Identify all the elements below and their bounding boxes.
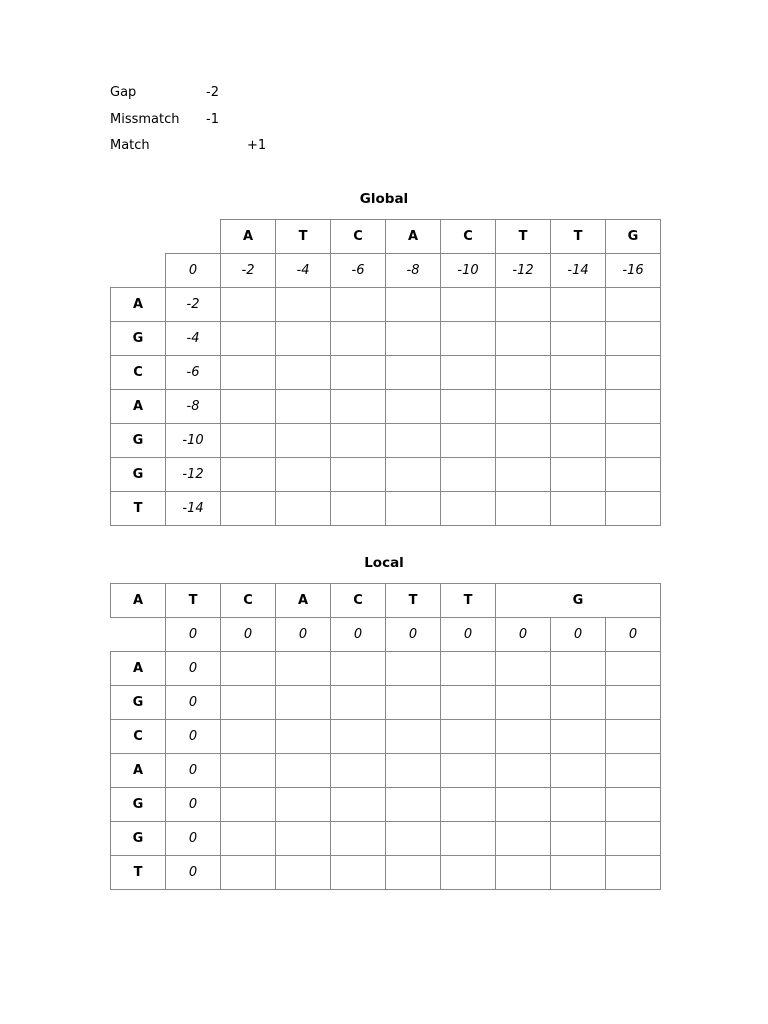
matrix-cell[interactable] xyxy=(221,288,276,322)
matrix-cell[interactable] xyxy=(551,356,606,390)
matrix-cell[interactable] xyxy=(496,720,551,754)
global-row-letter: A xyxy=(111,390,166,424)
matrix-cell[interactable] xyxy=(386,720,441,754)
matrix-cell[interactable] xyxy=(606,390,661,424)
local-header-letter: T xyxy=(441,584,496,618)
global-row-init-value: -8 xyxy=(166,390,221,424)
local-init-row xyxy=(111,618,661,652)
empty-corner-cell xyxy=(111,220,166,254)
matrix-cell[interactable] xyxy=(276,492,331,526)
matrix-cell[interactable] xyxy=(496,424,551,458)
matrix-cell[interactable] xyxy=(221,390,276,424)
global-header-letter: T xyxy=(276,220,331,254)
matrix-cell[interactable] xyxy=(331,390,386,424)
param-gap-value: -2 xyxy=(206,85,219,100)
matrix-cell[interactable] xyxy=(441,754,496,788)
matrix-cell[interactable] xyxy=(331,288,386,322)
global-header-letter: A xyxy=(386,220,441,254)
global-init-value: -8 xyxy=(386,254,441,288)
local-matrix-row xyxy=(111,856,661,890)
matrix-cell[interactable] xyxy=(441,288,496,322)
global-init-row xyxy=(111,254,661,288)
global-matrix-row xyxy=(111,492,661,526)
matrix-cell[interactable] xyxy=(441,652,496,686)
global-row-letter: C xyxy=(111,356,166,390)
matrix-cell[interactable] xyxy=(276,788,331,822)
matrix-cell[interactable] xyxy=(551,458,606,492)
matrix-cell[interactable] xyxy=(221,788,276,822)
local-row-letter: A xyxy=(111,754,166,788)
global-header-letter: T xyxy=(551,220,606,254)
matrix-cell[interactable] xyxy=(441,822,496,856)
matrix-cell[interactable] xyxy=(386,788,441,822)
matrix-cell[interactable] xyxy=(386,754,441,788)
matrix-cell[interactable] xyxy=(276,424,331,458)
global-header-letter: T xyxy=(496,220,551,254)
matrix-cell[interactable] xyxy=(331,492,386,526)
matrix-cell[interactable] xyxy=(496,822,551,856)
matrix-cell[interactable] xyxy=(331,686,386,720)
local-init-value: 0 xyxy=(166,618,221,652)
global-row-init-value: -6 xyxy=(166,356,221,390)
local-header-letter: C xyxy=(331,584,386,618)
empty-corner-cell xyxy=(166,220,221,254)
matrix-cell[interactable] xyxy=(496,492,551,526)
param-mismatch-value: -1 xyxy=(206,111,219,127)
matrix-cell[interactable] xyxy=(606,356,661,390)
matrix-cell[interactable] xyxy=(386,390,441,424)
matrix-cell[interactable] xyxy=(276,356,331,390)
matrix-cell[interactable] xyxy=(496,856,551,890)
matrix-cell[interactable] xyxy=(276,458,331,492)
empty-corner-cell xyxy=(111,254,166,288)
local-row-init-value: 0 xyxy=(166,822,221,856)
matrix-cell[interactable] xyxy=(276,822,331,856)
matrix-cell[interactable] xyxy=(331,424,386,458)
matrix-cell[interactable] xyxy=(331,822,386,856)
local-header-letter: G xyxy=(496,584,661,618)
global-matrix-row xyxy=(111,322,661,356)
matrix-cell[interactable] xyxy=(551,492,606,526)
local-row-letter: C xyxy=(111,720,166,754)
local-init-value: 0 xyxy=(496,618,551,652)
matrix-cell[interactable] xyxy=(331,856,386,890)
local-row-init-value: 0 xyxy=(166,686,221,720)
global-row-init-value: -4 xyxy=(166,322,221,356)
global-row-letter: G xyxy=(111,322,166,356)
matrix-cell[interactable] xyxy=(496,652,551,686)
matrix-cell[interactable] xyxy=(551,652,606,686)
matrix-cell[interactable] xyxy=(441,322,496,356)
matrix-cell[interactable] xyxy=(331,356,386,390)
local-matrix-row xyxy=(111,720,661,754)
matrix-cell[interactable] xyxy=(441,720,496,754)
matrix-cell[interactable] xyxy=(276,652,331,686)
global-row-letter: A xyxy=(111,288,166,322)
param-gap-label: Gap xyxy=(110,85,137,100)
matrix-cell[interactable] xyxy=(386,288,441,322)
matrix-cell[interactable] xyxy=(386,686,441,720)
matrix-cell[interactable] xyxy=(331,652,386,686)
global-init-value: -16 xyxy=(606,254,661,288)
matrix-cell[interactable] xyxy=(276,754,331,788)
matrix-cell[interactable] xyxy=(496,288,551,322)
matrix-cell[interactable] xyxy=(221,424,276,458)
matrix-cell[interactable] xyxy=(331,788,386,822)
matrix-cell[interactable] xyxy=(221,822,276,856)
matrix-cell[interactable] xyxy=(496,322,551,356)
matrix-cell[interactable] xyxy=(276,390,331,424)
local-matrix-row xyxy=(111,652,661,686)
global-header-letter: C xyxy=(441,220,496,254)
global-matrix-row xyxy=(111,458,661,492)
matrix-cell[interactable] xyxy=(496,686,551,720)
matrix-cell[interactable] xyxy=(551,288,606,322)
matrix-cell[interactable] xyxy=(221,686,276,720)
matrix-cell[interactable] xyxy=(441,686,496,720)
local-row-init-value: 0 xyxy=(166,720,221,754)
global-init-value: -10 xyxy=(441,254,496,288)
matrix-cell[interactable] xyxy=(386,822,441,856)
local-row-init-value: 0 xyxy=(166,754,221,788)
matrix-cell[interactable] xyxy=(496,390,551,424)
matrix-cell[interactable] xyxy=(441,356,496,390)
local-row-init-value: 0 xyxy=(166,652,221,686)
matrix-cell[interactable] xyxy=(276,720,331,754)
matrix-cell[interactable] xyxy=(551,856,606,890)
local-row-init-value: 0 xyxy=(166,856,221,890)
local-init-value: 0 xyxy=(386,618,441,652)
matrix-cell[interactable] xyxy=(551,390,606,424)
matrix-cell[interactable] xyxy=(386,322,441,356)
param-match-label: Match xyxy=(110,138,150,153)
global-matrix-row xyxy=(111,424,661,458)
matrix-cell[interactable] xyxy=(386,492,441,526)
matrix-cell[interactable] xyxy=(221,356,276,390)
matrix-cell[interactable] xyxy=(606,720,661,754)
matrix-cell[interactable] xyxy=(276,686,331,720)
matrix-cell[interactable] xyxy=(276,322,331,356)
local-row-letter: A xyxy=(111,652,166,686)
local-init-value: 0 xyxy=(331,618,386,652)
global-init-value: 0 xyxy=(166,254,221,288)
matrix-cell[interactable] xyxy=(606,788,661,822)
matrix-cell[interactable] xyxy=(441,424,496,458)
global-header-row xyxy=(111,220,661,254)
global-init-value: -12 xyxy=(496,254,551,288)
local-init-value: 0 xyxy=(441,618,496,652)
global-row-letter: G xyxy=(111,458,166,492)
matrix-cell[interactable] xyxy=(606,686,661,720)
global-row-init-value: -10 xyxy=(166,424,221,458)
matrix-cell[interactable] xyxy=(331,754,386,788)
matrix-cell[interactable] xyxy=(606,322,661,356)
matrix-cell[interactable] xyxy=(331,720,386,754)
matrix-cell[interactable] xyxy=(606,424,661,458)
global-init-value: -6 xyxy=(331,254,386,288)
matrix-cell[interactable] xyxy=(221,458,276,492)
matrix-cell[interactable] xyxy=(221,492,276,526)
global-matrix-row xyxy=(111,390,661,424)
matrix-cell[interactable] xyxy=(496,458,551,492)
local-matrix xyxy=(110,583,661,890)
global-init-value: -14 xyxy=(551,254,606,288)
matrix-cell[interactable] xyxy=(496,754,551,788)
local-init-value: 0 xyxy=(276,618,331,652)
local-matrix-row xyxy=(111,822,661,856)
global-title: Global xyxy=(359,191,409,207)
matrix-cell[interactable] xyxy=(606,856,661,890)
matrix-cell[interactable] xyxy=(606,492,661,526)
empty-corner-cell xyxy=(111,618,166,652)
matrix-cell[interactable] xyxy=(386,458,441,492)
matrix-cell[interactable] xyxy=(221,754,276,788)
matrix-cell[interactable] xyxy=(386,424,441,458)
matrix-cell[interactable] xyxy=(276,288,331,322)
global-header-letter: G xyxy=(606,220,661,254)
matrix-cell[interactable] xyxy=(221,856,276,890)
matrix-cell[interactable] xyxy=(551,424,606,458)
global-row-init-value: -2 xyxy=(166,288,221,322)
matrix-cell[interactable] xyxy=(551,822,606,856)
matrix-cell[interactable] xyxy=(331,458,386,492)
global-init-value: -2 xyxy=(221,254,276,288)
matrix-cell[interactable] xyxy=(606,288,661,322)
global-matrix xyxy=(110,219,661,526)
local-header-row xyxy=(111,584,661,618)
local-init-value: 0 xyxy=(606,618,661,652)
local-matrix-row xyxy=(111,788,661,822)
matrix-cell[interactable] xyxy=(551,788,606,822)
matrix-cell[interactable] xyxy=(386,856,441,890)
matrix-cell[interactable] xyxy=(606,458,661,492)
param-mismatch-label: Missmatch xyxy=(110,111,180,127)
global-row-init-value: -14 xyxy=(166,492,221,526)
local-matrix-row xyxy=(111,686,661,720)
matrix-cell[interactable] xyxy=(276,856,331,890)
matrix-cell[interactable] xyxy=(441,492,496,526)
param-match-value: +1 xyxy=(247,138,267,153)
global-row-letter: T xyxy=(111,492,166,526)
global-row-init-value: -12 xyxy=(166,458,221,492)
global-row-letter: G xyxy=(111,424,166,458)
global-init-value: -4 xyxy=(276,254,331,288)
matrix-cell[interactable] xyxy=(331,322,386,356)
local-header-letter: A xyxy=(111,584,166,618)
matrix-cell[interactable] xyxy=(441,458,496,492)
local-header-letter: C xyxy=(221,584,276,618)
matrix-cell[interactable] xyxy=(551,322,606,356)
matrix-cell[interactable] xyxy=(551,754,606,788)
global-header-letter: A xyxy=(221,220,276,254)
matrix-cell[interactable] xyxy=(441,788,496,822)
matrix-cell[interactable] xyxy=(551,720,606,754)
local-row-letter: T xyxy=(111,856,166,890)
matrix-cell[interactable] xyxy=(441,856,496,890)
matrix-cell[interactable] xyxy=(221,720,276,754)
matrix-cell[interactable] xyxy=(606,822,661,856)
local-matrix-row xyxy=(111,754,661,788)
matrix-cell[interactable] xyxy=(221,322,276,356)
local-row-letter: G xyxy=(111,788,166,822)
local-row-init-value: 0 xyxy=(166,788,221,822)
local-row-letter: G xyxy=(111,822,166,856)
local-init-value: 0 xyxy=(551,618,606,652)
matrix-cell[interactable] xyxy=(606,652,661,686)
matrix-cell[interactable] xyxy=(496,356,551,390)
local-header-letter: T xyxy=(166,584,221,618)
local-init-value: 0 xyxy=(221,618,276,652)
local-title: Local xyxy=(364,555,404,571)
global-matrix-row xyxy=(111,288,661,322)
global-header-letter: C xyxy=(331,220,386,254)
local-header-letter: T xyxy=(386,584,441,618)
matrix-cell[interactable] xyxy=(386,652,441,686)
global-matrix-row xyxy=(111,356,661,390)
local-header-letter: A xyxy=(276,584,331,618)
matrix-cell[interactable] xyxy=(441,390,496,424)
matrix-cell[interactable] xyxy=(496,788,551,822)
matrix-cell[interactable] xyxy=(551,686,606,720)
matrix-cell[interactable] xyxy=(386,356,441,390)
matrix-cell[interactable] xyxy=(606,754,661,788)
local-row-letter: G xyxy=(111,686,166,720)
matrix-cell[interactable] xyxy=(221,652,276,686)
